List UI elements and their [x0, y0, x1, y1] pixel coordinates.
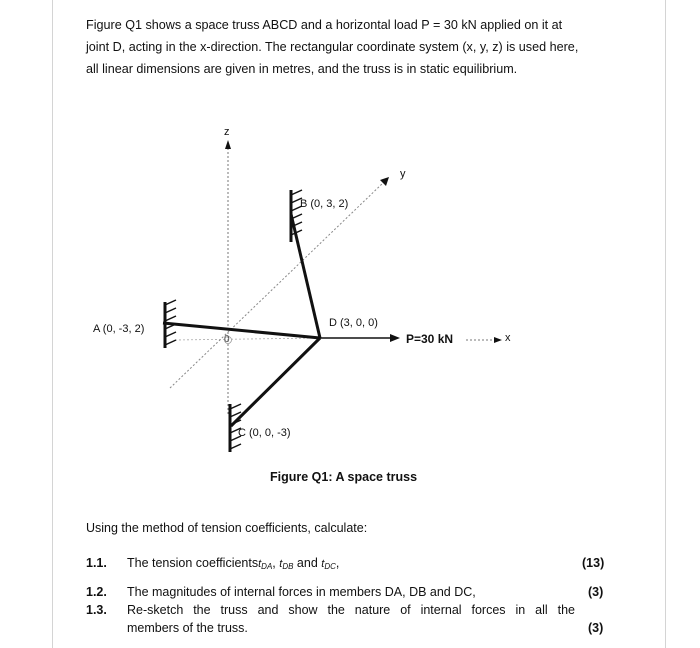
member-da: [163, 323, 320, 338]
projection-line: [175, 338, 320, 340]
question-text: The tension coefficientst$_{DA}$, $t_{DB}$ and $t_{DC}$,: [127, 556, 340, 571]
method-instruction: Using the method of tension coefficients, calculate:: [86, 521, 368, 535]
question-text: The magnitudes of internal forces in members DA, DB and DC,: [127, 585, 476, 599]
load-arrowhead: [390, 334, 400, 342]
x-axis-arrowhead: [494, 337, 502, 343]
intro-line-3: all linear dimensions are given in metres, and the truss is in static equilibrium.: [86, 62, 518, 76]
question-number: 1.3.: [86, 603, 107, 617]
y-axis-label: y: [400, 168, 406, 180]
question-marks: (3): [588, 585, 604, 599]
x-axis-label: x: [505, 332, 511, 344]
origin-label: 0: [224, 334, 230, 345]
z-axis-arrowhead: [225, 140, 231, 149]
y-axis: [170, 182, 384, 388]
figure-caption: Figure Q1: A space truss: [270, 470, 418, 484]
intro-line-2: joint D, acting in the x-direction. The rectangular coordinate system (x, y, z) is used here,: [86, 40, 579, 54]
joint-a-label: A (0, -3, 2): [93, 323, 145, 335]
z-axis-label: z: [224, 126, 230, 138]
joint-d-label: D (3, 0, 0): [329, 317, 378, 329]
intro-line-1: Figure Q1 shows a space truss ABCD and a horizontal load P = 30 kN applied on it at: [86, 18, 563, 32]
joint-c-label: C (0, 0, -3): [238, 427, 291, 439]
question-number: 1.1.: [86, 556, 107, 570]
question-text-line-1: Re-sketch the truss and show the nature of internal forces in all the: [127, 603, 575, 617]
member-dc: [231, 338, 320, 426]
question-marks: (3): [588, 621, 604, 635]
joint-b-label: B (0, 3, 2): [300, 198, 349, 210]
question-number: 1.2.: [86, 585, 107, 599]
question-text-line-2: members of the truss.: [127, 621, 248, 635]
question-marks: (13): [582, 556, 605, 570]
load-label: P=30 kN: [406, 332, 454, 346]
